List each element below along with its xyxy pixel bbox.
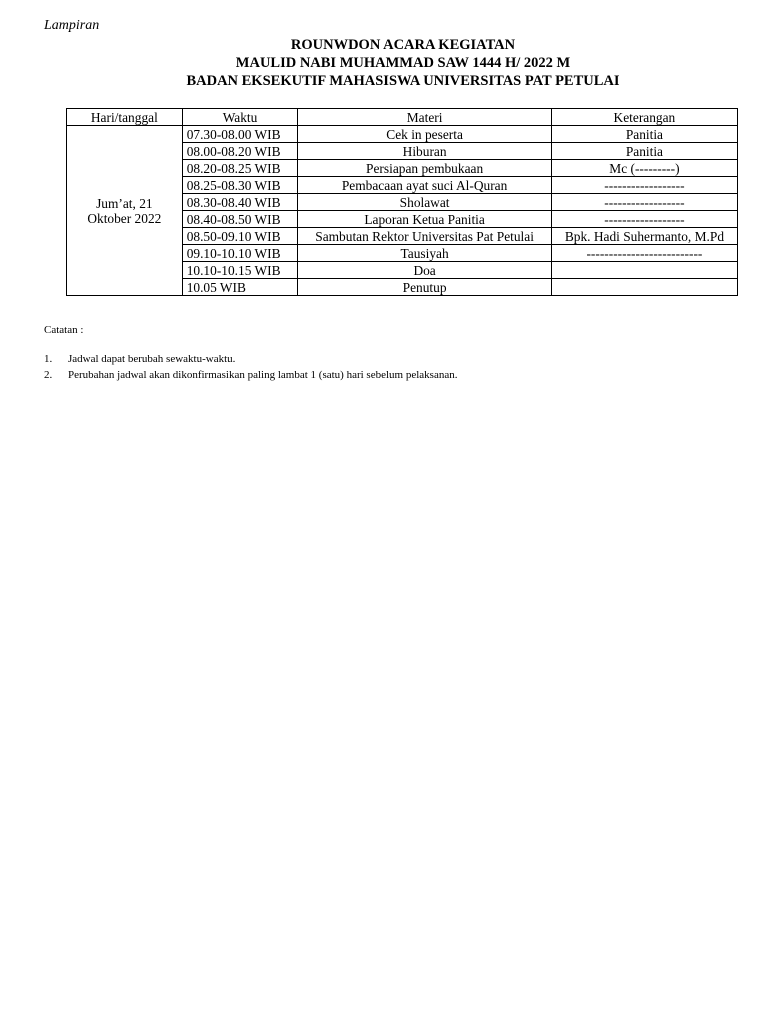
note-number: 1. (44, 353, 53, 365)
title-line-3: BADAN EKSEKUTIF MAHASISWA UNIVERSITAS PAT PETULAI (186, 73, 620, 89)
keterangan-cell: ------------------ (551, 211, 737, 228)
materi-cell: Doa (298, 262, 551, 279)
materi-cell: Sholawat (298, 194, 551, 211)
title-line-1: ROUNWDON ACARA KEGIATAN (290, 37, 516, 53)
header-keterangan: Keterangan (551, 109, 737, 126)
table-row (67, 126, 738, 143)
keterangan-cell: Panitia (551, 143, 737, 160)
header-waktu: Waktu (182, 109, 298, 126)
header-hari: Hari/tanggal (67, 109, 183, 126)
notes-label: Catatan : (44, 324, 84, 336)
table-header-row (67, 109, 738, 126)
materi-cell: Sambutan Rektor Universitas Pat Petulai (298, 228, 551, 245)
lampiran-label: Lampiran (44, 18, 100, 33)
materi-cell: Penutup (298, 279, 551, 296)
schedule-table (66, 108, 738, 296)
keterangan-cell: Panitia (551, 126, 737, 143)
waktu-cell: 09.10-10.10 WIB (182, 245, 298, 262)
hari-tanggal-cell (67, 126, 183, 296)
waktu-cell: 08.50-09.10 WIB (182, 228, 298, 245)
keterangan-cell: -------------------------- (551, 245, 737, 262)
keterangan-cell (551, 262, 737, 279)
keterangan-cell: ------------------ (551, 194, 737, 211)
note-number: 2. (44, 369, 53, 381)
waktu-cell: 08.30-08.40 WIB (182, 194, 298, 211)
hari-line-1: Jum’at, 21 (96, 195, 153, 211)
materi-cell: Laporan Ketua Panitia (298, 211, 551, 228)
waktu-cell: 08.20-08.25 WIB (182, 160, 298, 177)
materi-cell: Tausiyah (298, 245, 551, 262)
keterangan-cell: ------------------ (551, 177, 737, 194)
keterangan-cell: Bpk. Hadi Suhermanto, M.Pd (551, 228, 737, 245)
waktu-cell: 08.40-08.50 WIB (182, 211, 298, 228)
notes-list (44, 351, 457, 383)
materi-cell: Hiburan (298, 143, 551, 160)
waktu-cell: 08.25-08.30 WIB (182, 177, 298, 194)
materi-cell: Pembacaan ayat suci Al-Quran (298, 177, 551, 194)
header-materi: Materi (298, 109, 551, 126)
keterangan-cell (551, 279, 737, 296)
list-item (44, 367, 457, 383)
keterangan-cell: Mc (---------) (551, 160, 737, 177)
materi-cell: Cek in peserta (298, 126, 551, 143)
note-text: Jadwal dapat berubah sewaktu-waktu. (68, 353, 236, 365)
title-line-2: MAULID NABI MUHAMMAD SAW 1444 H/ 2022 M (235, 55, 571, 71)
waktu-cell: 10.05 WIB (182, 279, 298, 296)
materi-cell: Persiapan pembukaan (298, 160, 551, 177)
hari-line-2: Oktober 2022 (87, 210, 162, 226)
list-item (44, 351, 457, 367)
waktu-cell: 10.10-10.15 WIB (182, 262, 298, 279)
waktu-cell: 08.00-08.20 WIB (182, 143, 298, 160)
note-text: Perubahan jadwal akan dikonfirmasikan paling lambat 1 (satu) hari sebelum pelaksanan. (68, 369, 458, 381)
document-title (0, 36, 768, 90)
waktu-cell: 07.30-08.00 WIB (182, 126, 298, 143)
